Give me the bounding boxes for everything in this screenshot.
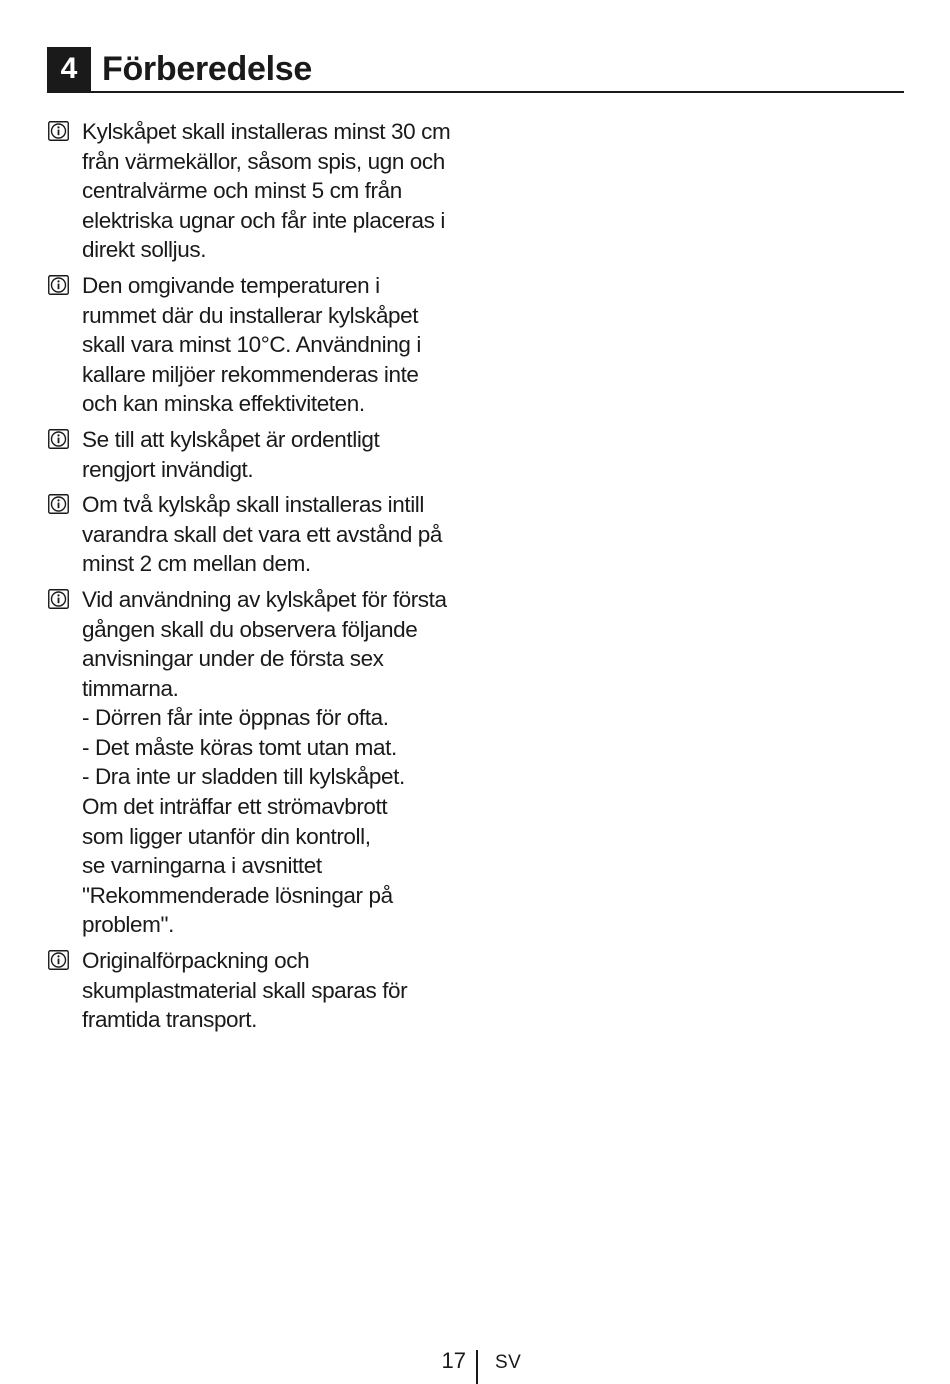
section-header <box>47 47 904 93</box>
info-icon <box>48 494 69 514</box>
page-footer <box>0 1346 950 1384</box>
section-title: Förberedelse <box>102 50 312 88</box>
note-text: Den omgivande temperaturen i rummet där du installerar kylskåpet skall vara minst 10°C. Användning i kallare miljöer rekommenderas inte och kan minska effektiviteten. <box>82 272 421 417</box>
note-item <box>47 490 477 579</box>
language-code: SV <box>495 1352 522 1373</box>
note-item <box>47 117 477 265</box>
note-text: Vid användning av kylskåpet för första gången skall du observera följande anvisningar under de första sex timmarna. - Dörren får inte öppnas för ofta. - Det måste köras tomt utan mat. - Dra inte ur sladden till kylskåpet. Om det inträffar ett strömavbrott som ligger utanför din kontroll, se varningarna i avsnittet "Rekommenderade lösningar på problem". <box>82 586 447 938</box>
note-item <box>47 425 477 484</box>
footer-divider <box>476 1350 478 1384</box>
note-text: Se till att kylskåpet är ordentligt rengjort invändigt. <box>82 426 380 482</box>
note-item <box>47 946 477 1035</box>
info-icon <box>48 275 69 295</box>
info-icon <box>48 429 69 449</box>
note-text: Om två kylskåp skall installeras intill varandra skall det vara ett avstånd på minst 2 cm mellan dem. <box>82 492 443 577</box>
page-number: 17 <box>441 1348 466 1373</box>
info-icon <box>48 121 69 141</box>
info-icon <box>48 589 69 609</box>
note-text: Kylskåpet skall installeras minst 30 cm från värmekällor, såsom spis, ugn och centralvärme och minst 5 cm från elektriska ugnar och får inte placeras i direkt solljus. <box>82 119 451 263</box>
notes-list <box>47 117 477 1041</box>
info-icon <box>48 950 69 970</box>
note-item <box>47 585 477 940</box>
note-item <box>47 271 477 419</box>
section-number: 4 <box>47 47 91 91</box>
note-text: Originalförpackning och skumplastmaterial skall sparas för framtida transport. <box>82 948 408 1033</box>
